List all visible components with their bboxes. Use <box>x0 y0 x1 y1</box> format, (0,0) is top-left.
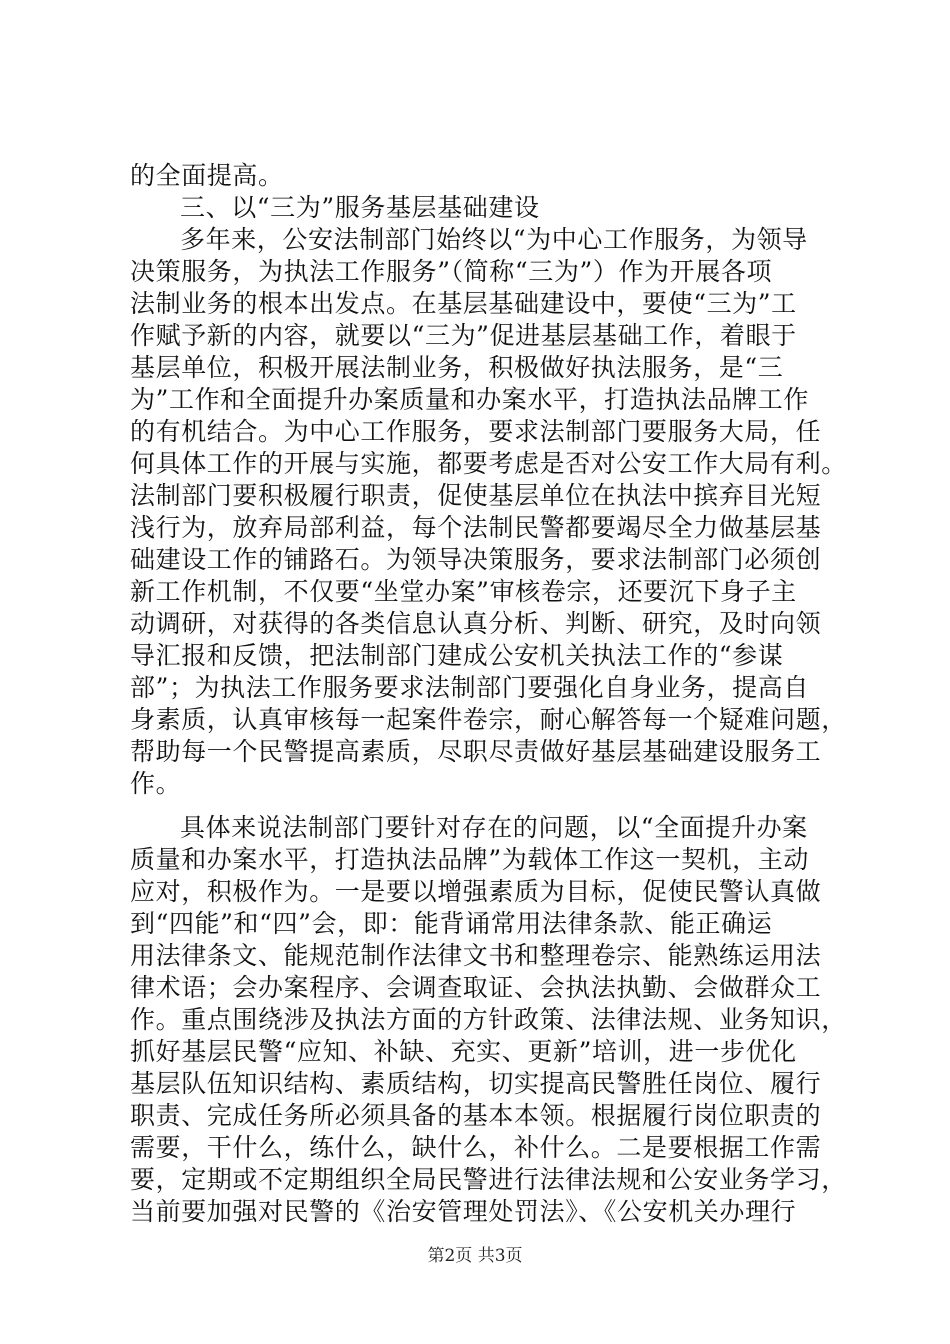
paragraph-line: 基层单位，积极开展法制业务，积极做好执法服务，是“三 <box>130 353 784 382</box>
paragraph-line: 作。 <box>130 769 182 798</box>
paragraph-line: 为”工作和全面提升办案质量和办案水平，打造执法品牌工作 <box>130 385 809 414</box>
paragraph-line: 用法律条文、能规范制作法律文书和整理卷宗、能熟练运用法 <box>130 941 822 970</box>
paragraph-line: 职责、完成任务所必须具备的基本本领。根据履行岗位职责的 <box>130 1101 822 1130</box>
paragraph-line: 多年来，公安法制部门始终以“为中心工作服务，为领导 <box>180 225 808 254</box>
paragraph-line: 动调研，对获得的各类信息认真分析、判断、研究，及时向领 <box>130 609 822 638</box>
paragraph-line: 需要，干什么，练什么，缺什么，补什么。二是要根据工作需 <box>130 1133 822 1162</box>
paragraph-line: 抓好基层民警“应知、补缺、充实、更新”培训，进一步优化 <box>130 1037 797 1066</box>
paragraph-spacer <box>130 800 830 812</box>
paragraph-line: 作。重点围绕涉及执法方面的方针政策、法律法规、业务知识， <box>130 1005 847 1034</box>
paragraph-line: 部”；为执法工作服务要求法制部门要强化自身业务，提高自 <box>130 673 809 702</box>
paragraph-line: 决策服务，为执法工作服务”（简称“三为”）作为开展各项 <box>130 257 773 286</box>
paragraph-line: 浅行为，放弃局部利益，每个法制民警都要竭尽全力做基层基 <box>130 513 822 542</box>
document-body <box>130 160 847 1228</box>
paragraph-line: 作赋予新的内容，就要以“三为”促进基层基础工作，着眼于 <box>130 321 797 350</box>
page-footer: 第2页 共3页 <box>427 1246 523 1266</box>
paragraph-line: 新工作机制，不仅要“坐堂办案”审核卷宗，还要沉下身子主 <box>130 577 797 606</box>
paragraph-line: 律术语；会办案程序、会调查取证、会执法执勤、会做群众工 <box>130 973 822 1002</box>
paragraph-line: 法制部门要积极履行职责，促使基层单位在执法中摈弃目光短 <box>130 481 822 510</box>
section-title: 三、以“三为”服务基层基础建设 <box>180 193 540 222</box>
paragraph-line: 应对，积极作为。一是要以增强素质为目标，促使民警认真做 <box>130 877 822 906</box>
paragraph-line: 的有机结合。为中心工作服务，要求法制部门要服务大局，任 <box>130 417 822 446</box>
paragraph-line: 到“四能”和“四”会，即：能背诵常用法律条款、能正确运 <box>130 909 773 938</box>
paragraph-line: 法制业务的根本出发点。在基层基础建设中，要使“三为”工 <box>130 289 797 318</box>
paragraph-line: 础建设工作的铺路石。为领导决策服务，要求法制部门必须创 <box>130 545 822 574</box>
paragraph-tail-line: 的全面提高。 <box>130 161 284 190</box>
paragraph-line: 何具体工作的开展与实施，都要考虑是否对公安工作大局有利。 <box>130 449 847 478</box>
paragraph-line: 身素质，认真审核每一起案件卷宗，耐心解答每一个疑难问题， <box>130 705 847 734</box>
paragraph-2 <box>130 812 847 1228</box>
paragraph-line: 当前要加强对民警的《治安管理处罚法》、《公安机关办理行 <box>130 1197 797 1226</box>
paragraph-line: 基层队伍知识结构、素质结构，切实提高民警胜任岗位、履行 <box>130 1069 822 1098</box>
paragraph-line: 要，定期或不定期组织全局民警进行法律法规和公安业务学习， <box>130 1165 847 1194</box>
paragraph-1 <box>130 224 847 800</box>
paragraph-line: 导汇报和反馈，把法制部门建成公安机关执法工作的“参谋 <box>130 641 784 670</box>
paragraph-line: 质量和办案水平，打造执法品牌”为载体工作这一契机，主动 <box>130 845 809 874</box>
paragraph-line: 帮助每一个民警提高素质，尽职尽责做好基层基础建设服务工 <box>130 737 822 766</box>
paragraph-line: 具体来说法制部门要针对存在的问题，以“全面提升办案 <box>180 813 808 842</box>
